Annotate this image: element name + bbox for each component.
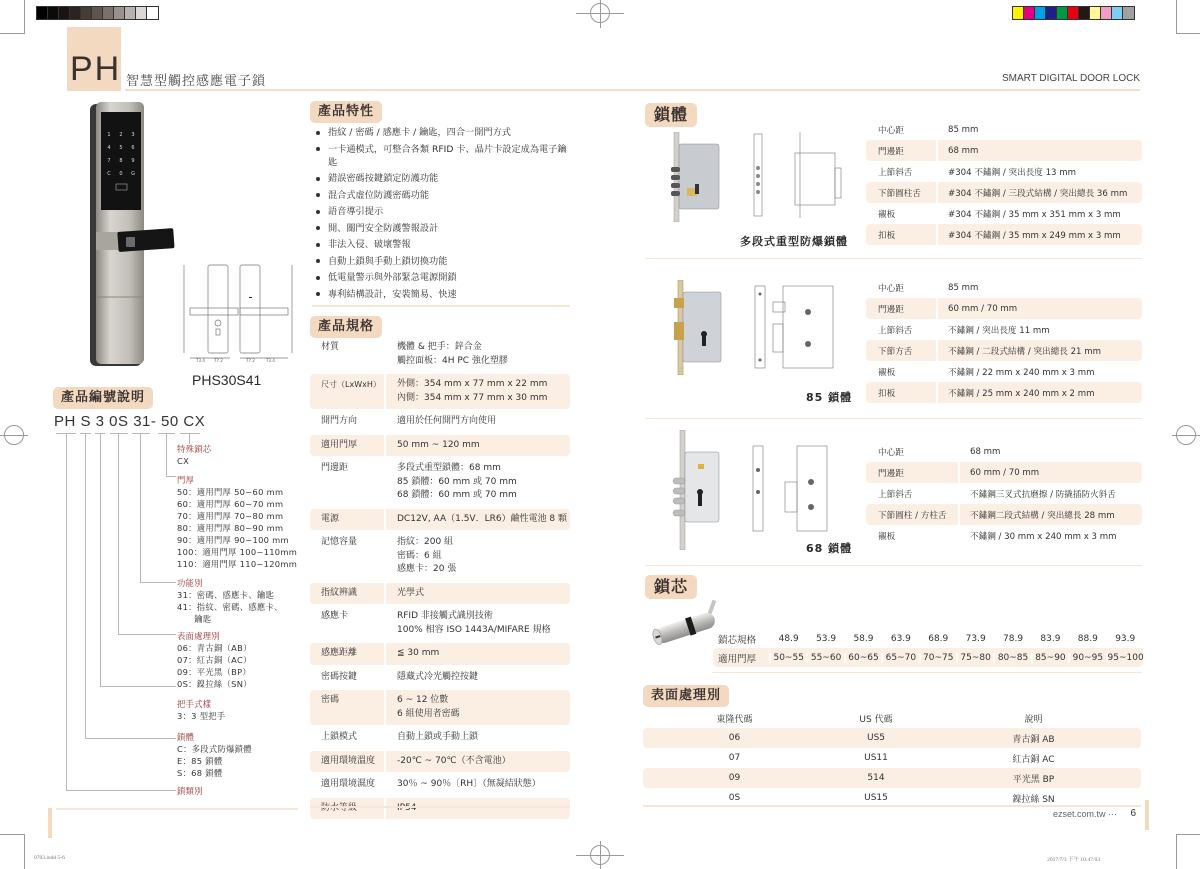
lock-body-68-drawing (745, 442, 860, 537)
feature-item: 混合式虛位防護密碼功能 (312, 189, 572, 202)
features-divider (312, 305, 570, 307)
section-tag-lock-body: 鎖體 (645, 103, 697, 127)
color-swatch (1024, 7, 1035, 19)
cmyk-color-bar (1012, 6, 1135, 20)
cylinder-door-row: 適用門厚 50~55 55~60 60~65 65~70 70~75 75~80 80~85 85~90 90~95 95~100 (713, 648, 1143, 667)
code-underline (132, 433, 150, 434)
spec-row-door-thickness: 適用門厚 50 mm ~ 120 mm (310, 435, 570, 457)
color-swatch (1057, 7, 1068, 19)
registration-line (600, 841, 601, 869)
code-tree-line (166, 434, 167, 476)
feature-item: 一卡通模式，可整合各類 RFID 卡、晶片卡設定成為電子鑰匙 (312, 143, 572, 169)
header-divider (125, 89, 600, 91)
code-tree-line (140, 582, 176, 583)
crop-mark (0, 33, 24, 34)
lock-body-spec-row: 上節斜舌 不鏽鋼三叉式抗磨擦 / 防撬插防火斜舌 (866, 483, 1142, 504)
section-tag-finish: 表面處理別 (643, 685, 729, 707)
svg-text:0: 0 (119, 171, 123, 177)
code-tree-line (85, 434, 86, 738)
crop-mark (0, 834, 24, 835)
crop-mark (1176, 834, 1177, 869)
color-swatch (136, 7, 147, 19)
color-swatch (147, 7, 158, 19)
feature-item: 自動上鎖與手動上鎖切換功能 (312, 255, 572, 268)
cylinder-spec-row: 鎖芯規格 48.9 53.9 58.9 63.9 68.9 73.9 78.9 83.9 88.9 93.9 (718, 633, 1136, 646)
lock-body-spec-row: 上節斜舌 不鏽鋼 / 突出長度 11 mm (866, 319, 1142, 340)
svg-text:9: 9 (131, 158, 135, 164)
lock-body-85-image (672, 280, 732, 375)
lock-body-spec-table (866, 119, 1142, 245)
section-tag-features: 產品特性 (310, 101, 382, 123)
feature-item: 開、關門安全防護警報設計 (312, 222, 572, 235)
code-tree-line (166, 476, 176, 477)
spec-row-humidity: 適用環境濕度 30％ ~ 90％〔RH〕（無凝結狀態） (310, 774, 570, 796)
product-dimension-drawing (176, 263, 296, 363)
code-tree-line (85, 738, 176, 739)
code-tree-line (100, 686, 176, 687)
lock-body-multipoint-image (670, 132, 732, 222)
color-swatch (1013, 7, 1024, 19)
code-group-function: 功能別 31：密碼、感應卡、鑰匙 41：指紋、密碼、感應卡、 鑰匙 (177, 578, 283, 624)
lock-body-divider (645, 258, 1142, 259)
spec-row-power: 電源 DC12V, AA（1.5V．LR6）鹼性電池 8 顆 (310, 509, 570, 531)
color-swatch (70, 7, 81, 19)
lock-body-caption: 68 鎖體 (806, 542, 853, 555)
color-swatch (1123, 7, 1134, 19)
left-column-bottom-rule (56, 808, 298, 810)
code-underline (95, 433, 105, 434)
spec-row-door-direction: 開門方向 適用於任何開門方向使用 (310, 411, 570, 433)
feature-list (312, 126, 572, 304)
feature-item: 非法入侵、破壞警報 (312, 238, 572, 251)
finish-row: 06 US5 青古銅 AB (643, 728, 1141, 748)
color-swatch (103, 7, 114, 19)
print-slug-left: 0703.indd 5-6 (34, 855, 65, 861)
spec-row-keypad: 密碼按鍵 隱藏式冷光觸控按鍵 (310, 667, 570, 689)
code-tree-line (118, 434, 119, 634)
cylinder-spec-table (713, 629, 1143, 667)
code-underline (158, 433, 175, 434)
svg-text:G: G (131, 171, 135, 177)
spec-row-sensing-distance: 感應距離 ≦ 30 mm (310, 643, 570, 665)
lock-body-spec-row: 中心距 85 mm (866, 277, 1142, 298)
lock-body-spec-row: 襯板 #304 不鏽鋼 / 35 mm x 351 mm x 3 mm (866, 203, 1142, 224)
svg-text:7: 7 (107, 158, 111, 164)
lock-body-spec-row: 下節圓柱舌 #304 不鏽鋼 / 三段式結構 / 突出總長 36 mm (866, 182, 1142, 203)
feature-item: 低電量警示與外部緊急電源開鎖 (312, 271, 572, 284)
section-tag-specs: 產品規格 (310, 316, 382, 338)
registration-line (0, 435, 28, 436)
color-swatch (114, 7, 125, 19)
page-edge-tab-left (48, 808, 52, 838)
svg-text:2: 2 (119, 132, 123, 138)
lock-cylinder-image (648, 600, 723, 652)
color-swatch (1035, 7, 1046, 19)
code-tree-line (66, 434, 67, 790)
page-title-en: SMART DIGITAL DOOR LOCK (1002, 73, 1140, 84)
footer-url: ezset.com.tw ··· (1052, 809, 1117, 819)
lock-body-spec-row: 門邊距 68 mm (866, 140, 1142, 161)
feature-item: 錯誤密碼按鍵鎖定防護功能 (312, 172, 572, 185)
code-group-lock-type: 鎖類別 (177, 786, 203, 796)
spec-table (310, 337, 570, 821)
page-title-cn: 智慧型觸控感應電子鎖 (126, 74, 267, 89)
feature-item: 指紋 / 密碼 / 感應卡 / 鑰匙，四合一開門方式 (312, 126, 572, 139)
code-tree-line (118, 634, 176, 635)
lock-body-caption: 85 鎖體 (806, 391, 853, 404)
lock-body-spec-row: 門邊距 60 mm / 70 mm (866, 462, 1142, 483)
section-tag-code-explanation: 產品編號說明 (53, 387, 153, 409)
lock-body-multipoint-drawing (740, 128, 860, 223)
lock-body-spec-table (866, 277, 1142, 403)
svg-text:4: 4 (107, 145, 111, 151)
code-group-special-cylinder: 特殊鎖芯 CX (177, 444, 212, 466)
feature-item: 語音導引提示 (312, 205, 572, 218)
svg-text:1: 1 (107, 132, 111, 138)
code-group-finish: 表面處理別 06：青古銅（AB） 07：紅古銅（AC） 09：平光黑（BP） 0S：鎳拉絲（SN） (177, 631, 252, 689)
color-swatch (48, 7, 59, 19)
middle-column-bottom-rule (310, 806, 570, 808)
crop-mark (24, 834, 25, 869)
lock-body-spec-row: 扣板 #304 不鏽鋼 / 35 mm x 249 mm x 3 mm (866, 224, 1142, 245)
lock-body-spec-row: 上節斜舌 #304 不鏽鋼 / 突出長度 13 mm (866, 161, 1142, 182)
color-swatch (1101, 7, 1112, 19)
lock-body-85-drawing (745, 282, 860, 372)
crop-mark (1176, 834, 1200, 835)
section-tag-cylinder: 鎖芯 (645, 575, 697, 599)
color-swatch (59, 7, 70, 19)
lock-body-spec-row: 中心距 68 mm (866, 441, 1142, 462)
color-swatch (81, 7, 92, 19)
cylinder-divider (712, 672, 1142, 673)
color-swatch (92, 7, 103, 19)
code-tree-line (140, 434, 141, 582)
spec-row-material: 材質 機體 & 把手：鋅合金 觸控面板：4H PC 強化塑膠 (310, 337, 570, 372)
finish-row: 0S US15 鎳拉絲 SN (728, 793, 1055, 805)
product-lock-image (88, 102, 178, 370)
spec-row-card: 感應卡 RFID 非接觸式識別技術 100% 相容 ISO 1443A/MIFARE 規格 (310, 606, 570, 641)
lock-body-spec-row: 襯板 不鏽鋼 / 22 mm x 240 mm x 3 mm (866, 361, 1142, 382)
svg-text:73.4: 73.4 (196, 358, 205, 363)
finish-header-row: 東隆代碼 US 代碼 說明 (716, 714, 1043, 725)
code-tree-line (66, 790, 176, 791)
code-tree-line (100, 434, 101, 686)
svg-text:C: C (107, 171, 111, 177)
spec-row-memory: 記憶容量 指紋：200 組 密碼：6 組 感應卡：20 張 (310, 532, 570, 581)
spec-row-password: 密碼 6 ~ 12 位數 6 組使用者密碼 (310, 690, 570, 725)
color-swatch (1046, 7, 1057, 19)
svg-text:73.4: 73.4 (266, 358, 275, 363)
print-slug-right: 2017/7/3 下午 10:47:03 (1047, 857, 1100, 863)
crop-mark (1176, 0, 1177, 34)
color-swatch (37, 7, 48, 19)
finish-row: 09 514 平光黑 BP (643, 768, 1141, 788)
spec-row-waterproof (310, 798, 570, 820)
svg-text:5: 5 (119, 145, 123, 151)
code-underline (110, 433, 128, 434)
right-column-bottom-rule (643, 805, 1141, 807)
spec-row-dimensions: 尺寸（LxWxH） 外側：354 mm x 77 mm x 22 mm 內側：354 mm x 77 mm x 30 mm (310, 374, 570, 409)
product-code: PH S 3 0S 31- 50 CX (54, 413, 206, 430)
crop-mark (1176, 33, 1200, 34)
crop-mark (24, 0, 25, 34)
svg-text:3: 3 (131, 132, 135, 138)
header-divider (600, 89, 1140, 91)
color-swatch (125, 7, 136, 19)
registration-line (1172, 435, 1200, 436)
lock-body-68-image (672, 430, 734, 550)
lock-body-spec-row: 扣板 不鏽鋼 / 25 mm x 240 mm x 2 mm (866, 382, 1142, 403)
finish-table (643, 708, 1141, 808)
code-underline (80, 433, 91, 434)
svg-text:77.2: 77.2 (246, 358, 255, 363)
svg-text:8: 8 (119, 158, 123, 164)
product-model-label: PHS30S41 (192, 372, 262, 388)
page-edge-tab-right (1145, 800, 1149, 830)
color-swatch (1112, 7, 1123, 19)
code-group-door-thickness: 門厚 50：適用門厚 50~60 mm 60：適用門厚 60~70 mm 70：適用門厚 70~80 mm 80：適用門厚 80~90 mm 90：適用門厚 90~100 mm 100：適用門厚 100~110mm 110：適用門厚 110~120mm (177, 475, 298, 569)
color-swatch (1090, 7, 1101, 19)
finish-row: 07 US11 紅古銅 AC (728, 753, 1055, 765)
feature-item: 專利結構設計，安裝簡易、快速 (312, 288, 572, 301)
spec-row-temperature: 適用環境溫度 -20℃ ~ 70℃（不含電池） (310, 751, 570, 773)
lock-body-spec-row: 下節圓柱 / 方柱舌 不鏽鋼二段式結構 / 突出總長 28 mm (866, 504, 1142, 525)
code-group-handle-style: 把手式樣 3：3 型把手 (177, 699, 226, 721)
code-underline (180, 433, 200, 434)
lock-body-divider (645, 565, 1142, 566)
spec-row-fingerprint: 指紋辨識 光學式 (310, 583, 570, 605)
lock-body-caption: 多段式重型防爆鎖體 (740, 235, 848, 248)
spec-row-backset: 門邊距 多段式重型鎖體：68 mm 85 鎖體：60 mm 或 70 mm 68 鎖體：60 mm 或 70 mm (310, 458, 570, 507)
code-underline (56, 433, 76, 434)
page-number: 6 (1130, 808, 1136, 819)
svg-text:6: 6 (131, 145, 135, 151)
lock-body-spec-row: 下節方舌 不鏽鋼 / 二段式結構 / 突出總長 21 mm (866, 340, 1142, 361)
lock-body-spec-row: 中心距 85 mm (866, 119, 1142, 140)
color-swatch (1068, 7, 1079, 19)
color-swatch (1079, 7, 1090, 19)
svg-text:77.2: 77.2 (214, 358, 223, 363)
grayscale-color-bar (36, 6, 159, 20)
spec-row-lock-mode: 上鎖模式 自動上鎖或手動上鎖 (310, 727, 570, 749)
registration-line (600, 0, 601, 28)
lock-body-divider (645, 418, 1142, 419)
lock-body-spec-table (866, 441, 1142, 546)
lock-body-spec-row: 門邊距 60 mm / 70 mm (866, 298, 1142, 319)
series-code: PH (70, 50, 122, 88)
lock-body-spec-row: 襯板 不鏽鋼 / 30 mm x 240 mm x 3 mm (866, 525, 1142, 546)
code-group-lock-body: 鎖體 C：多段式防爆鎖體 E：85 鎖體 S：68 鎖體 (177, 732, 252, 778)
